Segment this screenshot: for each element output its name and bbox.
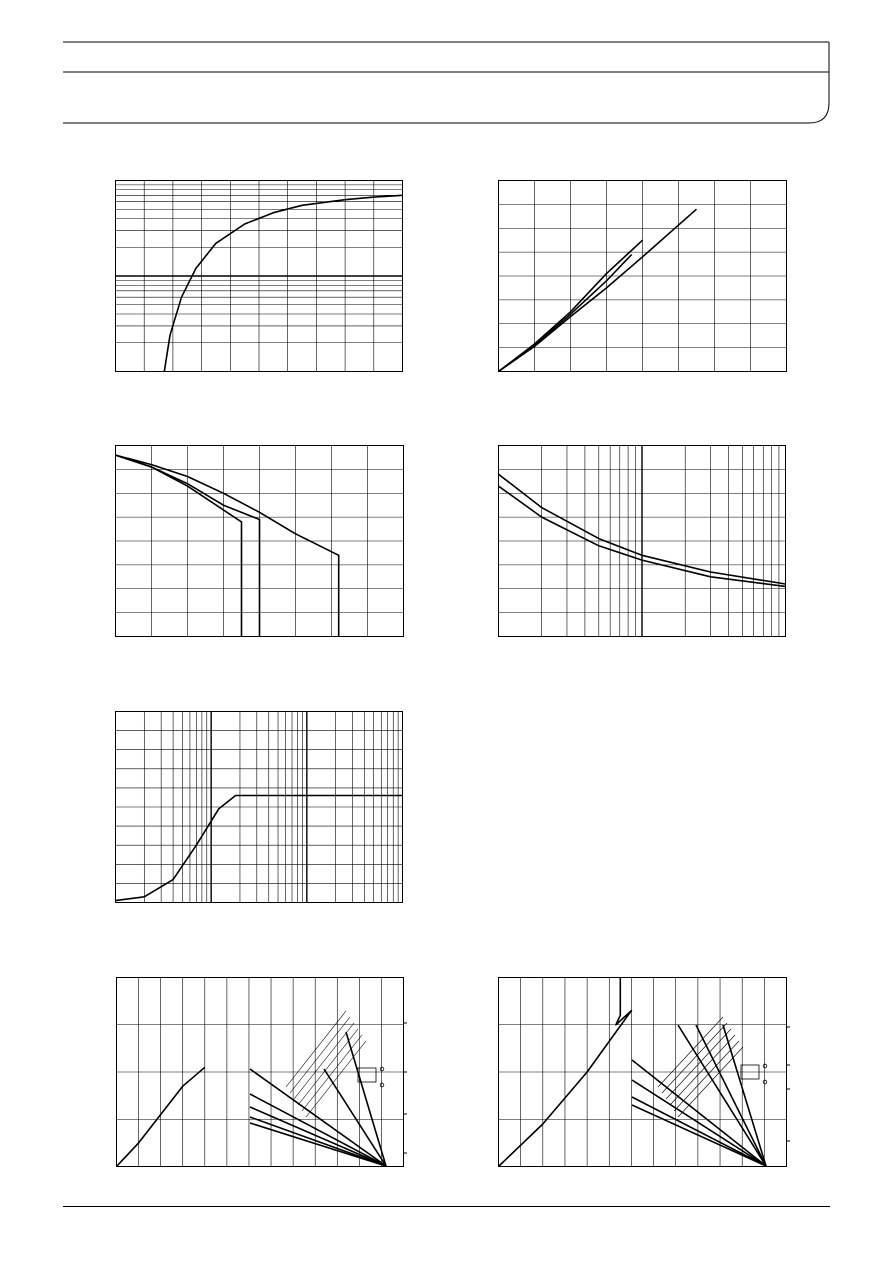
series-line-3 xyxy=(499,209,697,371)
circuit-terminal xyxy=(763,1080,767,1084)
load-line xyxy=(632,1105,766,1166)
load-line xyxy=(250,1117,386,1166)
hatch-line xyxy=(662,1023,727,1093)
graph-1-plot xyxy=(115,180,403,372)
load-line xyxy=(346,1032,386,1166)
series-line-1 xyxy=(116,455,242,636)
hatch-line xyxy=(290,1017,350,1093)
graph-2-plot xyxy=(498,180,787,372)
hatch-line xyxy=(658,1017,723,1087)
load-line xyxy=(632,1060,766,1166)
hatch-line xyxy=(302,1035,362,1111)
hatch-line xyxy=(674,1041,739,1111)
load-line xyxy=(678,1025,766,1166)
load-line xyxy=(632,1097,766,1166)
series-line-3 xyxy=(116,455,339,636)
load-line xyxy=(324,1069,386,1166)
hatch-line xyxy=(294,1023,354,1099)
graph-6-plot xyxy=(116,977,404,1167)
graph-7-plot xyxy=(498,977,787,1167)
graph-3-plot xyxy=(115,445,404,637)
load-line xyxy=(723,1025,766,1166)
load-line xyxy=(632,1080,766,1166)
graph-5-plot xyxy=(115,711,403,903)
load-line xyxy=(250,1069,386,1166)
series-line-1 xyxy=(499,255,632,372)
graph-4 xyxy=(498,445,786,637)
series-line-1 xyxy=(116,796,403,901)
graph-3 xyxy=(115,445,404,637)
graph-1 xyxy=(115,180,403,372)
series-line-1 xyxy=(164,195,402,371)
circuit-terminal xyxy=(763,1064,767,1068)
graph-2 xyxy=(498,180,787,372)
graph-7 xyxy=(498,977,787,1167)
graph-5 xyxy=(115,711,403,903)
graph-6 xyxy=(116,977,404,1167)
header-frame xyxy=(0,0,892,140)
header-bottom-rule xyxy=(63,42,829,123)
circuit-terminal xyxy=(380,1083,384,1087)
hatch-line xyxy=(678,1047,743,1117)
load-line xyxy=(250,1107,386,1166)
graph-4-plot xyxy=(498,445,786,637)
circuit-terminal xyxy=(380,1067,384,1071)
hatch-line xyxy=(298,1029,358,1105)
hatch-line xyxy=(670,1035,735,1105)
footer-rule xyxy=(63,1206,830,1207)
load-line xyxy=(696,1025,766,1166)
